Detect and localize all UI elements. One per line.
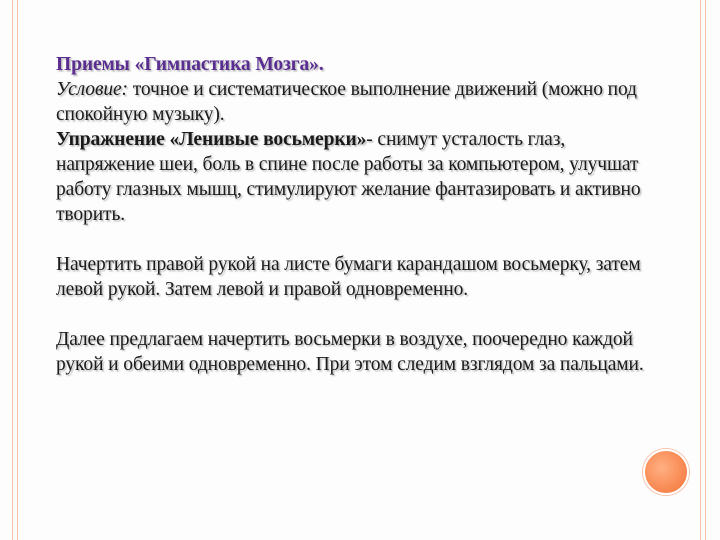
right-frame-line-inner xyxy=(700,0,701,540)
condition-label: Условие: xyxy=(56,79,128,100)
instruction-paragraph-1: Начертить правой рукой на листе бумаги карандашом восьмерку, затем левой рукой. Затем левой и правой одновременно. xyxy=(56,254,641,300)
condition-text: точное и систематическое выполнение движений (можно под спокойную музыку). xyxy=(56,79,637,125)
condition-paragraph xyxy=(56,77,656,127)
orange-circle-decoration xyxy=(643,449,689,495)
spacer xyxy=(56,227,656,252)
left-frame-line-outer xyxy=(12,0,13,540)
exercise-label: Упражнение «Ленивые восьмерки» xyxy=(56,129,367,150)
exercise-text: - снимут усталость глаз, напряжение шеи, боль в спине после работы за компьютером, улучшат работу глазных мышц, стимулируют желание фантазировать и активно творить. xyxy=(56,129,641,225)
exercise-paragraph xyxy=(56,127,656,227)
slide-content xyxy=(56,52,656,377)
instruction-paragraph-2: Далее предлагаем начертить восьмерки в воздухе, поочередно каждой рукой и обеими одновременно. При этом следим взглядом за пальцами. xyxy=(56,329,644,375)
right-frame-line-outer xyxy=(705,0,706,540)
slide-title: Приемы «Гимпастика Мозга». xyxy=(56,54,324,75)
spacer xyxy=(56,302,656,327)
left-frame-line-inner xyxy=(17,0,18,540)
